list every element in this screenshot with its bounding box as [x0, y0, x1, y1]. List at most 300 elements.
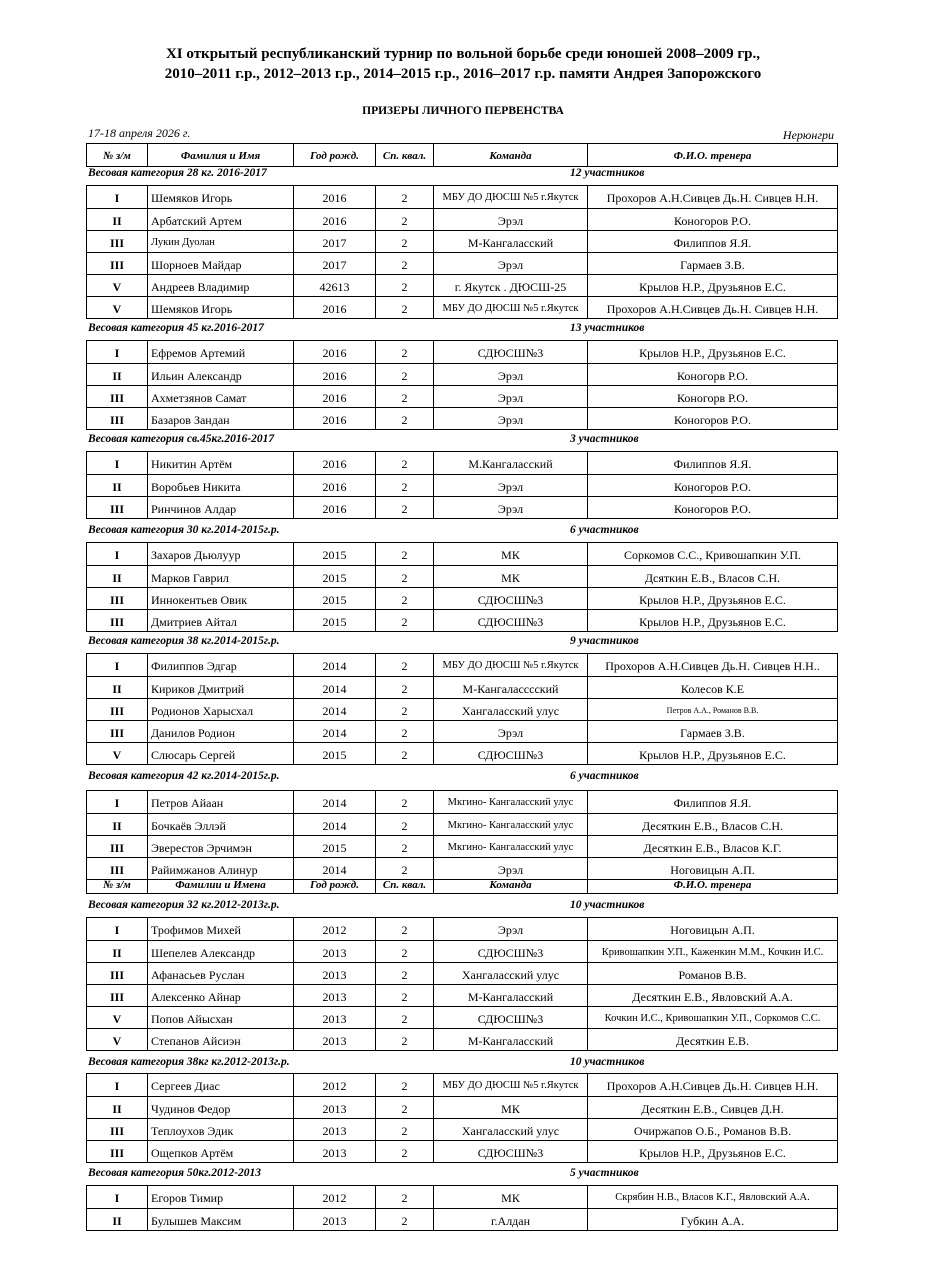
birth-year-cell: 2012	[294, 1186, 376, 1208]
table-row	[87, 609, 837, 631]
athlete-name-cell: Попов Айысхан	[148, 1007, 294, 1028]
category-name: Весовая категория св.45кг.2016-2017	[88, 433, 275, 445]
team-cell: Хангаласский улус	[434, 699, 588, 720]
birth-year-cell: 2016	[294, 408, 376, 429]
table-row	[87, 698, 837, 720]
team-cell: СДЮСШ№3	[434, 610, 588, 631]
repeated-header-row	[87, 879, 837, 893]
place-cell: I	[87, 1186, 148, 1208]
birth-year-cell: 2014	[294, 721, 376, 742]
table-row	[87, 565, 837, 587]
table-row	[87, 296, 837, 318]
qualification-cell: 2	[376, 1141, 434, 1162]
team-cell: М-Кангаласский	[434, 231, 588, 252]
repeated-header-coach: Ф.И.О. тренера	[673, 880, 752, 891]
qualification-cell: 2	[376, 253, 434, 274]
participant-count: 13 участников	[570, 322, 645, 334]
coach-cell: Гармаев З.В.	[680, 725, 745, 740]
table-row	[87, 341, 837, 363]
table-row	[87, 407, 837, 429]
repeated-header-team: Команда	[434, 880, 588, 893]
birth-year-cell: 2015	[294, 610, 376, 631]
athlete-name-cell: Шепелев Александр	[148, 941, 294, 962]
birth-year-cell: 2014	[294, 814, 376, 835]
place-cell: V	[87, 1007, 148, 1028]
team-cell: Эрэл	[434, 497, 588, 518]
column-header-table	[86, 143, 838, 167]
athlete-name-cell: Булышев Максим	[148, 1209, 294, 1230]
table-row	[87, 918, 837, 940]
athlete-name-cell: Ахметзянов Самат	[148, 386, 294, 407]
category-heading	[88, 770, 848, 786]
participant-count: 6 участников	[570, 770, 639, 782]
birth-year-cell: 2017	[294, 231, 376, 252]
athlete-name-cell: Захаров Дьюлуур	[148, 543, 294, 565]
place-cell: III	[87, 408, 148, 429]
athlete-name-cell: Афанасьев Руслан	[148, 963, 294, 984]
header-year: Год рожд.	[294, 144, 376, 166]
coach-cell: Коногоров Р.О.	[674, 213, 751, 228]
birth-year-cell: 2013	[294, 963, 376, 984]
qualification-cell: 2	[376, 1119, 434, 1140]
category-name: Весовая категория 32 кг.2012-2013г.р.	[88, 899, 280, 911]
qualification-cell: 2	[376, 985, 434, 1006]
birth-year-cell: 2014	[294, 654, 376, 676]
table-row	[87, 543, 837, 565]
team-cell: МК	[434, 1186, 588, 1208]
qualification-cell: 2	[376, 497, 434, 518]
team-cell: Эрэл	[434, 918, 588, 940]
table-row	[87, 720, 837, 742]
table-row	[87, 857, 837, 879]
document-title	[0, 44, 926, 84]
qualification-cell: 2	[376, 386, 434, 407]
coach-cell: Филиппов Я.Я.	[673, 796, 752, 810]
qualification-cell: 2	[376, 364, 434, 385]
qualification-cell: 2	[376, 654, 434, 676]
team-cell: Эрэл	[434, 475, 588, 496]
qualification-cell: 2	[376, 918, 434, 940]
table-row	[87, 274, 837, 296]
birth-year-cell: 2013	[294, 1141, 376, 1162]
place-cell: I	[87, 543, 148, 565]
athlete-name-cell: Ощепков Артём	[148, 1141, 294, 1162]
place-cell: III	[87, 1141, 148, 1162]
coach-cell: Десяткин Е.В., Явловский А.А.	[632, 989, 793, 1004]
athlete-name-cell: Егоров Тимир	[148, 1186, 294, 1208]
table-row	[87, 208, 837, 230]
place-cell: III	[87, 699, 148, 720]
athlete-name-cell: Андреев Владимир	[148, 275, 294, 296]
athlete-name-cell: Петров Айаан	[148, 791, 294, 813]
category-name: Весовая категория 38 кг.2014-2015г.р.	[88, 635, 280, 647]
category-table	[86, 1185, 838, 1231]
category-name: Весовая категория 28 кг. 2016-2017	[88, 167, 267, 179]
team-cell: МБУ ДО ДЮСШ №5 г.Якутск	[434, 297, 588, 318]
coach-cell: Десяткин Е.В.	[675, 1033, 750, 1048]
table-row	[87, 1208, 837, 1230]
athlete-name-cell: Эверестов Эрчимэн	[148, 836, 294, 857]
birth-year-cell: 2014	[294, 699, 376, 720]
qualification-cell: 2	[376, 836, 434, 857]
team-cell: СДЮСШ№3	[434, 941, 588, 962]
qualification-cell: 2	[376, 1074, 434, 1096]
category-table	[86, 653, 838, 765]
team-cell: МК	[434, 1097, 588, 1118]
header-qual: Сп. квал.	[376, 144, 434, 166]
coach-cell: Филиппов Я.Я.	[673, 235, 752, 250]
team-cell: МК	[434, 566, 588, 587]
table-row	[87, 940, 837, 962]
event-date: 17-18 апреля 2026 г.	[88, 126, 191, 140]
birth-year-cell: 2014	[294, 791, 376, 813]
category-table	[86, 790, 838, 894]
coach-cell: Крылов Н.Р., Друзьянов Е.С.	[639, 279, 786, 294]
column-header-row	[87, 144, 837, 166]
team-cell: СДЮСШ№3	[434, 588, 588, 609]
birth-year-cell: 2015	[294, 743, 376, 764]
team-cell: Эрэл	[434, 253, 588, 274]
coach-cell: Десяткин Е.В., Сивцев Д.Н.	[641, 1101, 784, 1116]
birth-year-cell: 2013	[294, 1119, 376, 1140]
athlete-name-cell: Никитин Артём	[148, 452, 294, 474]
category-name: Весовая категория 45 кг.2016-2017	[88, 322, 264, 334]
team-cell: Эрэл	[434, 408, 588, 429]
birth-year-cell: 42613	[294, 275, 376, 296]
repeated-header-num: № з/м	[87, 880, 148, 893]
coach-cell: Крылов Н.Р., Друзьянов Е.С.	[639, 346, 786, 360]
coach-cell: Прохоров А.Н.Сивцев Дь.Н. Сивцев Н.Н.	[606, 301, 819, 316]
qualification-cell: 2	[376, 791, 434, 813]
place-cell: I	[87, 654, 148, 676]
qualification-cell: 2	[376, 1186, 434, 1208]
coach-cell: Коногорв Р.О.	[677, 390, 748, 405]
place-cell: II	[87, 814, 148, 835]
table-row	[87, 742, 837, 764]
table-row	[87, 252, 837, 274]
participant-count: 9 участников	[570, 635, 639, 647]
place-cell: III	[87, 721, 148, 742]
participant-count: 3 участников	[570, 433, 639, 445]
coach-cell: Романов В.В.	[678, 967, 747, 982]
athlete-name-cell: Шемяков Игорь	[148, 297, 294, 318]
qualification-cell: 2	[376, 588, 434, 609]
coach-cell: Крылов Н.Р., Друзьянов Е.С.	[639, 747, 786, 762]
coach-cell: Крылов Н.Р., Друзьянов Е.С.	[639, 592, 786, 607]
birth-year-cell: 2013	[294, 1029, 376, 1050]
qualification-cell: 2	[376, 475, 434, 496]
team-cell: СДЮСШ№3	[434, 341, 588, 363]
coach-cell: Коногоров Р.О.	[674, 412, 751, 427]
birth-year-cell: 2015	[294, 566, 376, 587]
athlete-name-cell: Арбатский Артем	[148, 209, 294, 230]
birth-year-cell: 2015	[294, 836, 376, 857]
place-cell: III	[87, 836, 148, 857]
qualification-cell: 2	[376, 814, 434, 835]
category-heading	[88, 167, 848, 183]
place-cell: I	[87, 341, 148, 363]
qualification-cell: 2	[376, 209, 434, 230]
qualification-cell: 2	[376, 963, 434, 984]
qualification-cell: 2	[376, 275, 434, 296]
table-row	[87, 587, 837, 609]
table-row	[87, 654, 837, 676]
category-name: Весовая категория 42 кг.2014-2015г.р.	[88, 770, 280, 782]
qualification-cell: 2	[376, 452, 434, 474]
table-row	[87, 791, 837, 813]
coach-cell: Прохоров А.Н.Сивцев Дь.Н. Сивцев Н.Н..	[605, 659, 820, 673]
category-name: Весовая категория 50кг.2012-2013	[88, 1167, 262, 1179]
table-row	[87, 676, 837, 698]
category-heading	[88, 1167, 848, 1183]
table-row	[87, 1096, 837, 1118]
athlete-name-cell: Шемяков Игорь	[148, 186, 294, 208]
participant-count: 5 участников	[570, 1167, 639, 1179]
header-name: Фамилия и Имя	[148, 144, 294, 166]
athlete-name-cell: Ефремов Артемий	[148, 341, 294, 363]
place-cell: I	[87, 1074, 148, 1096]
category-table	[86, 542, 838, 632]
place-cell: III	[87, 610, 148, 631]
place-cell: III	[87, 386, 148, 407]
athlete-name-cell: Данилов Родион	[148, 721, 294, 742]
category-heading	[88, 635, 848, 651]
team-cell: СДЮСШ№3	[434, 743, 588, 764]
qualification-cell: 2	[376, 186, 434, 208]
athlete-name-cell: Чудинов Федор	[148, 1097, 294, 1118]
coach-cell: Коногоров Р.О.	[674, 501, 751, 516]
place-cell: V	[87, 275, 148, 296]
team-cell: г. Якутск . ДЮСШ-25	[434, 275, 588, 296]
athlete-name-cell: Родионов Харысхал	[148, 699, 294, 720]
birth-year-cell: 2012	[294, 1074, 376, 1096]
participant-count: 10 участников	[570, 899, 645, 911]
place-cell: III	[87, 985, 148, 1006]
team-cell: МБУ ДО ДЮСШ №5 г.Якутск	[434, 1074, 588, 1096]
athlete-name-cell: Райимжанов Алинур	[148, 858, 294, 879]
athlete-name-cell: Теплоухов Эдик	[148, 1119, 294, 1140]
coach-cell: Крылов Н.Р., Друзьянов Е.С.	[639, 614, 786, 629]
document-subtitle: ПРИЗЕРЫ ЛИЧНОГО ПЕРВЕНСТВА	[362, 105, 564, 117]
coach-cell: Ноговицын А.П.	[670, 862, 755, 877]
birth-year-cell: 2015	[294, 543, 376, 565]
place-cell: I	[87, 186, 148, 208]
birth-year-cell: 2016	[294, 364, 376, 385]
qualification-cell: 2	[376, 1029, 434, 1050]
athlete-name-cell: Бочкаёв Эллэй	[148, 814, 294, 835]
birth-year-cell: 2012	[294, 918, 376, 940]
team-cell: Хангаласский улус	[434, 963, 588, 984]
team-cell: МБУ ДО ДЮСШ №5 г.Якутск	[434, 654, 588, 676]
place-cell: III	[87, 588, 148, 609]
team-cell: Эрэл	[434, 721, 588, 742]
team-cell: Мкгино- Кангаласский улус	[434, 814, 588, 835]
qualification-cell: 2	[376, 721, 434, 742]
birth-year-cell: 2013	[294, 941, 376, 962]
category-table	[86, 185, 838, 319]
place-cell: III	[87, 1119, 148, 1140]
athlete-name-cell: Дмитриев Айтал	[148, 610, 294, 631]
table-row	[87, 813, 837, 835]
category-table	[86, 340, 838, 430]
birth-year-cell: 2016	[294, 297, 376, 318]
athlete-name-cell: Сергеев Диас	[148, 1074, 294, 1096]
header-coach: Ф.И.О. тренера	[673, 150, 752, 162]
team-cell: Эрэл	[434, 858, 588, 879]
team-cell: Эрэл	[434, 364, 588, 385]
place-cell: II	[87, 941, 148, 962]
table-row	[87, 1140, 837, 1162]
birth-year-cell: 2014	[294, 677, 376, 698]
coach-cell: Прохоров А.Н.Сивцев Дь.Н. Сивцев Н.Н.	[606, 191, 819, 205]
coach-cell: Колесов К.Е	[680, 681, 745, 696]
coach-cell: Десяткин Е.В., Власов С.Н.	[641, 818, 784, 833]
place-cell: II	[87, 1097, 148, 1118]
category-name: Весовая категория 38кг кг.2012-2013г.р.	[88, 1056, 290, 1068]
category-table	[86, 917, 838, 1051]
birth-year-cell: 2013	[294, 1209, 376, 1230]
category-table	[86, 451, 838, 519]
category-heading	[88, 1056, 848, 1072]
athlete-name-cell: Алексенко Айнар	[148, 985, 294, 1006]
team-cell: МБУ ДО ДЮСШ №5 г.Якутск	[434, 186, 588, 208]
category-heading	[88, 322, 848, 338]
team-cell: г.Алдан	[434, 1209, 588, 1230]
coach-cell: Очиржапов О.Б., Романов В.В.	[633, 1123, 792, 1138]
coach-cell: Губкин А.А.	[680, 1213, 745, 1228]
qualification-cell: 2	[376, 941, 434, 962]
place-cell: II	[87, 677, 148, 698]
place-cell: II	[87, 364, 148, 385]
team-cell: Эрэл	[434, 209, 588, 230]
birth-year-cell: 2015	[294, 588, 376, 609]
qualification-cell: 2	[376, 543, 434, 565]
athlete-name-cell: Ринчинов Алдар	[148, 497, 294, 518]
qualification-cell: 2	[376, 1209, 434, 1230]
birth-year-cell: 2017	[294, 253, 376, 274]
athlete-name-cell: Лукин Дуолан	[148, 231, 294, 252]
birth-year-cell: 2013	[294, 985, 376, 1006]
qualification-cell: 2	[376, 610, 434, 631]
place-cell: V	[87, 297, 148, 318]
participant-count: 12 участников	[570, 167, 645, 179]
repeated-header-year: Год рожд.	[294, 880, 376, 893]
table-row	[87, 186, 837, 208]
team-cell: Мкгино- Кангаласский улус	[434, 791, 588, 813]
athlete-name-cell: Степанов Айсиэн	[148, 1029, 294, 1050]
table-row	[87, 962, 837, 984]
birth-year-cell: 2016	[294, 452, 376, 474]
place-cell: II	[87, 475, 148, 496]
place-cell: II	[87, 1209, 148, 1230]
qualification-cell: 2	[376, 341, 434, 363]
team-cell: М-Кангаласссский	[434, 677, 588, 698]
athlete-name-cell: Шорноев Майдар	[148, 253, 294, 274]
qualification-cell: 2	[376, 699, 434, 720]
place-cell: III	[87, 231, 148, 252]
category-heading	[88, 899, 848, 915]
qualification-cell: 2	[376, 677, 434, 698]
table-row	[87, 363, 837, 385]
birth-year-cell: 2016	[294, 186, 376, 208]
table-row	[87, 1118, 837, 1140]
table-row	[87, 385, 837, 407]
coach-cell: Коногорв Р.О.	[677, 368, 748, 383]
team-cell: М.Кангаласский	[434, 452, 588, 474]
athlete-name-cell: Кириков Дмитрий	[148, 677, 294, 698]
place-cell: V	[87, 743, 148, 764]
repeated-header-name: Фамилии и Имена	[148, 880, 294, 893]
qualification-cell: 2	[376, 566, 434, 587]
place-cell: III	[87, 963, 148, 984]
birth-year-cell: 2016	[294, 386, 376, 407]
coach-cell: Ноговицын А.П.	[670, 923, 755, 937]
team-cell: СДЮСШ№3	[434, 1007, 588, 1028]
birth-year-cell: 2013	[294, 1097, 376, 1118]
qualification-cell: 2	[376, 231, 434, 252]
coach-cell: Петров А.А., Романов В.В.	[666, 705, 759, 715]
coach-cell: Коногоров Р.О.	[674, 479, 751, 494]
title-line-2: 2010–2011 г.р., 2012–2013 г.р., 2014–2015 г.р., 2016–2017 г.р. памяти Андрея Запорожского	[164, 66, 762, 82]
place-cell: I	[87, 452, 148, 474]
birth-year-cell: 2016	[294, 475, 376, 496]
birth-year-cell: 2014	[294, 858, 376, 879]
team-cell: Эрэл	[434, 386, 588, 407]
place-cell: II	[87, 566, 148, 587]
athlete-name-cell: Слюсарь Сергей	[148, 743, 294, 764]
event-city: Нерюнгри	[782, 128, 834, 142]
header-num: № з/м	[87, 144, 148, 166]
table-row	[87, 230, 837, 252]
athlete-name-cell: Филиппов Эдгар	[148, 654, 294, 676]
qualification-cell: 2	[376, 858, 434, 879]
qualification-cell: 2	[376, 1097, 434, 1118]
table-row	[87, 835, 837, 857]
table-row	[87, 1074, 837, 1096]
athlete-name-cell: Марков Гаврил	[148, 566, 294, 587]
coach-cell: Соркомов С.С., Кривошапкин У.П.	[624, 548, 801, 562]
table-row	[87, 1186, 837, 1208]
repeated-header-qual: Сп. квал.	[376, 880, 434, 893]
team-cell: М-Кангаласский	[434, 985, 588, 1006]
table-row	[87, 452, 837, 474]
header-team: Команда	[434, 144, 588, 166]
birth-year-cell: 2013	[294, 1007, 376, 1028]
category-name: Весовая категория 30 кг.2014-2015г.р.	[88, 524, 280, 536]
team-cell: Мкгино- Кангаласский улус	[434, 836, 588, 857]
category-heading	[88, 524, 848, 540]
place-cell: III	[87, 497, 148, 518]
table-row	[87, 474, 837, 496]
coach-cell: Гармаев З.В.	[680, 257, 745, 272]
participant-count: 10 участников	[570, 1056, 645, 1068]
place-cell: I	[87, 918, 148, 940]
athlete-name-cell: Воробьев Никита	[148, 475, 294, 496]
team-cell: М-Кангаласский	[434, 1029, 588, 1050]
birth-year-cell: 2016	[294, 209, 376, 230]
category-heading	[88, 433, 848, 449]
athlete-name-cell: Трофимов Михей	[148, 918, 294, 940]
birth-year-cell: 2016	[294, 341, 376, 363]
place-cell: I	[87, 791, 148, 813]
qualification-cell: 2	[376, 408, 434, 429]
team-cell: МК	[434, 543, 588, 565]
coach-cell: Дсяткин Е.В., Власов С.Н.	[644, 570, 781, 585]
coach-cell: Скрябин Н.В., Власов К.Г., Явловский А.А.	[615, 1192, 810, 1203]
title-line-1: XI открытый республиканский турнир по вольной борьбе среди юношей 2008–2009 гр.,	[165, 46, 761, 62]
participant-count: 6 участников	[570, 524, 639, 536]
table-row	[87, 984, 837, 1006]
